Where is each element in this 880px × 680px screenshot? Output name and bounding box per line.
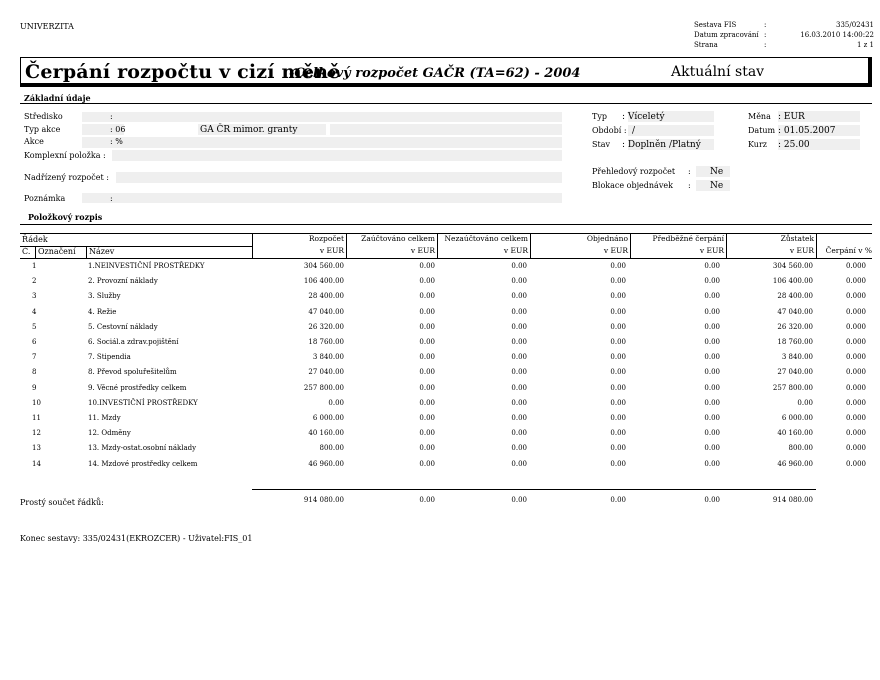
- row-value-z: 304 560.00: [772, 262, 813, 270]
- row-value-r: 304 560.00: [303, 262, 344, 270]
- report-footer: Konec sestavy: 335/02431(EKROZCER) - Uživatel:FIS_01: [20, 534, 253, 543]
- row-name: 13. Mzdy-ostat.osobní náklady: [88, 444, 197, 453]
- row-number: 8: [32, 368, 37, 377]
- row-name: 8. Převod spoluřešitelům: [88, 368, 177, 377]
- row-value-o: 0.00: [610, 307, 626, 316]
- row-value-b: 0.00: [511, 444, 527, 453]
- row-value-z: 28 400.00: [777, 292, 813, 301]
- row-name: 6. Sociál.a zdrav.pojištění: [88, 338, 179, 346]
- header-radek: Řádek: [22, 235, 48, 244]
- field-colon: :: [110, 112, 113, 121]
- field-label-nadrizeny-rozpocet: Nadřízený rozpočet :: [24, 173, 109, 182]
- field-label-obdobi: Období :: [592, 126, 627, 135]
- row-value-r: 800.00: [319, 444, 344, 453]
- row-name: 1.NEINVESTIČNÍ PROSTŘEDKY: [88, 262, 205, 270]
- table-row: [20, 262, 872, 277]
- row-value-o: 0.00: [610, 414, 626, 422]
- row-value-p: 0.00: [704, 338, 720, 346]
- row-cerpani-pct: 0.000: [845, 292, 866, 301]
- row-value-o: 0.00: [610, 262, 626, 270]
- table-row: [20, 429, 872, 444]
- field-colon: :: [688, 167, 691, 176]
- row-number: 13: [32, 444, 41, 453]
- table-row: [20, 308, 872, 323]
- header-unit: v EUR: [319, 246, 344, 255]
- field-value-mena: : EUR: [778, 112, 805, 122]
- meta-report-id: Sestava FIS : 335/02431: [694, 21, 874, 29]
- field-label-typ: Typ: [592, 112, 607, 121]
- row-value-o: 0.00: [610, 338, 626, 346]
- value-box: [116, 172, 562, 183]
- row-value-p: 0.00: [704, 277, 720, 286]
- row-value-p: 0.00: [704, 322, 720, 331]
- row-value-b: 0.00: [511, 322, 527, 331]
- row-cerpani-pct: 0.000: [845, 322, 866, 331]
- value-box: [330, 124, 562, 135]
- header-unit: v EUR: [503, 246, 528, 255]
- row-value-o: 0.00: [610, 459, 626, 468]
- row-name: 11. Mzdy: [88, 414, 121, 422]
- field-label-blokace-objednavek: Blokace objednávek: [592, 181, 673, 190]
- row-value-a: 0.00: [419, 414, 435, 422]
- row-value-a: 0.00: [419, 322, 435, 331]
- report-state: Aktuální stav: [671, 64, 765, 80]
- row-value-o: 0.00: [610, 444, 626, 453]
- row-value-z: 0.00: [797, 398, 813, 407]
- row-value-a: 0.00: [419, 307, 435, 316]
- column-divider: [35, 246, 36, 258]
- header-objednano: Objednáno: [586, 234, 628, 243]
- row-value-p: 0.00: [704, 459, 720, 468]
- field-value-blokace-objednavek: Ne: [710, 181, 724, 191]
- row-number: 5: [32, 322, 37, 331]
- row-cerpani-pct: 0.000: [845, 307, 866, 316]
- meta-processing-date: Datum zpracování : 16.03.2010 14:00:22: [694, 31, 874, 39]
- field-value-kurz: : 25.00: [778, 140, 810, 150]
- row-value-b: 0.00: [511, 338, 527, 346]
- row-name: 9. Věcné prostředky celkem: [88, 383, 187, 392]
- row-number: 6: [32, 338, 37, 346]
- table-row: [20, 460, 872, 475]
- row-value-z: 26 320.00: [777, 322, 813, 331]
- header-predbezne-cerpani: Předběžné čerpání: [652, 234, 724, 243]
- row-value-o: 0.00: [610, 368, 626, 377]
- row-name: 12. Odměny: [88, 429, 131, 438]
- row-value-b: 0.00: [511, 277, 527, 286]
- row-number: 4: [32, 307, 37, 316]
- row-value-z: 6 000.00: [781, 414, 813, 422]
- field-label-stav: Stav: [592, 140, 610, 149]
- report-subtitle: -Celkový rozpočet GAČR (TA=62) - 2004: [289, 66, 581, 81]
- sum-zustatek: 914 080.00: [772, 496, 813, 504]
- sum-rozpocet: 914 080.00: [303, 496, 344, 504]
- row-value-b: 0.00: [511, 307, 527, 316]
- table-row: [20, 368, 872, 383]
- field-value-akce: : %: [110, 137, 123, 146]
- sum-label: Prostý součet řádků:: [20, 498, 104, 507]
- row-value-p: 0.00: [704, 292, 720, 301]
- organization-name: UNIVERZITA: [20, 22, 74, 31]
- field-colon: :: [688, 181, 691, 190]
- row-value-b: 0.00: [511, 429, 527, 438]
- row-value-a: 0.00: [419, 262, 435, 270]
- row-number: 2: [32, 277, 37, 286]
- row-number: 3: [32, 292, 37, 301]
- row-value-z: 27 040.00: [777, 368, 813, 377]
- report-title: Čerpání rozpočtu v cizí měně: [25, 61, 341, 83]
- row-value-r: 257 800.00: [303, 383, 344, 392]
- row-cerpani-pct: 0.000: [845, 353, 866, 362]
- row-value-p: 0.00: [704, 398, 720, 407]
- field-label-akce: Akce: [24, 137, 44, 146]
- row-value-a: 0.00: [419, 444, 435, 453]
- table-row: [20, 399, 872, 414]
- row-value-p: 0.00: [704, 353, 720, 362]
- row-value-a: 0.00: [419, 292, 435, 301]
- header-zauctovano: Zaúčtováno celkem: [361, 234, 435, 243]
- row-name: 7. Stipendia: [88, 353, 131, 362]
- row-value-r: 26 320.00: [308, 322, 344, 331]
- row-cerpani-pct: 0.000: [845, 262, 866, 270]
- table-row: [20, 414, 872, 429]
- row-value-b: 0.00: [511, 459, 527, 468]
- row-value-a: 0.00: [419, 353, 435, 362]
- row-value-o: 0.00: [610, 429, 626, 438]
- field-value-obdobi: /: [632, 126, 636, 136]
- row-value-r: 27 040.00: [308, 368, 344, 377]
- header-unit: v EUR: [603, 246, 628, 255]
- row-value-b: 0.00: [511, 368, 527, 377]
- header-oznaceni: Označení: [38, 247, 76, 256]
- row-name: 4. Režie: [88, 307, 117, 316]
- row-value-p: 0.00: [704, 307, 720, 316]
- row-value-b: 0.00: [511, 383, 527, 392]
- basic-info-title: Základní údaje: [24, 93, 91, 103]
- table-header-bottom-line: [20, 258, 872, 259]
- row-number: 9: [32, 383, 37, 392]
- header-zustatek: Zůstatek: [780, 234, 814, 243]
- header-unit: v EUR: [789, 246, 814, 255]
- row-value-b: 0.00: [511, 292, 527, 301]
- field-label-kurz: Kurz: [748, 140, 767, 149]
- row-value-p: 0.00: [704, 429, 720, 438]
- row-value-z: 40 160.00: [777, 429, 813, 438]
- row-value-b: 0.00: [511, 398, 527, 407]
- field-colon: :: [110, 194, 113, 203]
- row-name: 2. Provozní náklady: [88, 277, 158, 286]
- report-title-box: [20, 57, 872, 87]
- field-label-poznamka: Poznámka: [24, 194, 66, 203]
- value-box: [82, 112, 562, 122]
- row-value-a: 0.00: [419, 459, 435, 468]
- row-value-a: 0.00: [419, 398, 435, 407]
- row-number: 10: [32, 398, 41, 407]
- header-cerpani-pct: Čerpání v %: [825, 246, 872, 255]
- header-rozpocet: Rozpočet: [308, 234, 344, 243]
- row-value-o: 0.00: [610, 322, 626, 331]
- header-c: Č.: [22, 247, 31, 256]
- header-unit: v EUR: [699, 246, 724, 255]
- row-cerpani-pct: 0.000: [845, 414, 866, 422]
- row-cerpani-pct: 0.000: [845, 383, 866, 392]
- value-box: [112, 150, 562, 161]
- row-number: 12: [32, 429, 41, 438]
- header-nazev: Název: [89, 247, 115, 256]
- row-name: 5. Cestovní náklady: [88, 322, 158, 331]
- row-value-a: 0.00: [419, 429, 435, 438]
- sum-predbezne: 0.00: [704, 496, 720, 504]
- table-row: [20, 338, 872, 353]
- field-label-typ-akce: Typ akce: [24, 125, 61, 134]
- row-value-r: 0.00: [328, 398, 344, 407]
- row-cerpani-pct: 0.000: [845, 277, 866, 286]
- field-value-prehledovy-rozpocet: Ne: [710, 167, 724, 177]
- sum-objednano: 0.00: [610, 496, 626, 504]
- field-value-typ: : Víceletý: [622, 112, 665, 122]
- row-value-o: 0.00: [610, 383, 626, 392]
- value-box: [82, 193, 562, 203]
- row-cerpani-pct: 0.000: [845, 338, 866, 346]
- field-label-mena: Měna: [748, 112, 771, 121]
- row-name: 14. Mzdové prostředky celkem: [88, 459, 198, 468]
- row-value-a: 0.00: [419, 383, 435, 392]
- row-value-o: 0.00: [610, 398, 626, 407]
- value-box: [82, 137, 562, 148]
- row-value-z: 18 760.00: [777, 338, 813, 346]
- row-cerpani-pct: 0.000: [845, 459, 866, 468]
- row-cerpani-pct: 0.000: [845, 398, 866, 407]
- row-value-z: 3 840.00: [781, 353, 813, 362]
- divider: [20, 224, 872, 225]
- row-value-b: 0.00: [511, 262, 527, 270]
- row-number: 14: [32, 459, 41, 468]
- row-value-p: 0.00: [704, 444, 720, 453]
- row-value-p: 0.00: [704, 368, 720, 377]
- row-value-r: 18 760.00: [308, 338, 344, 346]
- row-value-z: 47 040.00: [777, 307, 813, 316]
- field-label-datum: Datum: [748, 126, 776, 135]
- row-value-a: 0.00: [419, 338, 435, 346]
- row-value-b: 0.00: [511, 414, 527, 422]
- row-value-r: 106 400.00: [303, 277, 344, 286]
- meta-page: Strana : 1 z 1: [694, 41, 874, 49]
- row-value-r: 6 000.00: [312, 414, 344, 422]
- row-value-z: 257 800.00: [772, 383, 813, 392]
- table-row: [20, 277, 872, 292]
- table-row: [20, 444, 872, 459]
- row-value-r: 47 040.00: [308, 307, 344, 316]
- divider: [20, 103, 872, 104]
- table-row: [20, 384, 872, 399]
- row-number: 1: [32, 262, 37, 270]
- table-row: [20, 323, 872, 338]
- row-value-r: 3 840.00: [312, 353, 344, 362]
- row-number: 7: [32, 353, 37, 362]
- table-row: [20, 353, 872, 368]
- row-value-p: 0.00: [704, 383, 720, 392]
- field-label-prehledovy-rozpocet: Přehledový rozpočet: [592, 167, 676, 176]
- row-value-p: 0.00: [704, 262, 720, 270]
- items-section-title: Položkový rozpis: [28, 212, 103, 222]
- row-name: 10.INVESTIČNÍ PROSTŘEDKY: [88, 398, 198, 407]
- row-value-r: 46 960.00: [308, 459, 344, 468]
- header-unit: v EUR: [410, 246, 435, 255]
- sum-nezauctovano: 0.00: [511, 496, 527, 504]
- row-cerpani-pct: 0.000: [845, 429, 866, 438]
- sum-zauctovano: 0.00: [419, 496, 435, 504]
- field-value-stav: : Doplněn /Platný: [622, 140, 701, 150]
- field-value-datum: : 01.05.2007: [778, 126, 836, 136]
- row-number: 11: [32, 414, 41, 422]
- row-name: 3. Služby: [88, 292, 121, 301]
- row-cerpani-pct: 0.000: [845, 444, 866, 453]
- value-box: [628, 125, 714, 136]
- row-value-r: 40 160.00: [308, 429, 344, 438]
- row-value-a: 0.00: [419, 368, 435, 377]
- header-nezauctovano: Nezaúčtováno celkem: [444, 234, 528, 243]
- row-value-o: 0.00: [610, 353, 626, 362]
- row-value-p: 0.00: [704, 414, 720, 422]
- field-label-stredisko: Středisko: [24, 112, 63, 121]
- row-value-o: 0.00: [610, 292, 626, 301]
- sum-divider: [252, 489, 816, 490]
- row-value-z: 800.00: [788, 444, 813, 453]
- row-value-z: 106 400.00: [772, 277, 813, 286]
- row-value-o: 0.00: [610, 277, 626, 286]
- row-cerpani-pct: 0.000: [845, 368, 866, 377]
- column-divider: [86, 246, 87, 258]
- row-value-z: 46 960.00: [777, 459, 813, 468]
- row-value-r: 28 400.00: [308, 292, 344, 301]
- row-value-b: 0.00: [511, 353, 527, 362]
- table-row: [20, 292, 872, 307]
- row-value-a: 0.00: [419, 277, 435, 286]
- field-value-typ-akce-name: GA ČR mimor. granty: [200, 125, 298, 135]
- field-label-komplexni-polozka: Komplexní položka :: [24, 151, 106, 160]
- field-value-typ-akce: : 06: [110, 125, 126, 134]
